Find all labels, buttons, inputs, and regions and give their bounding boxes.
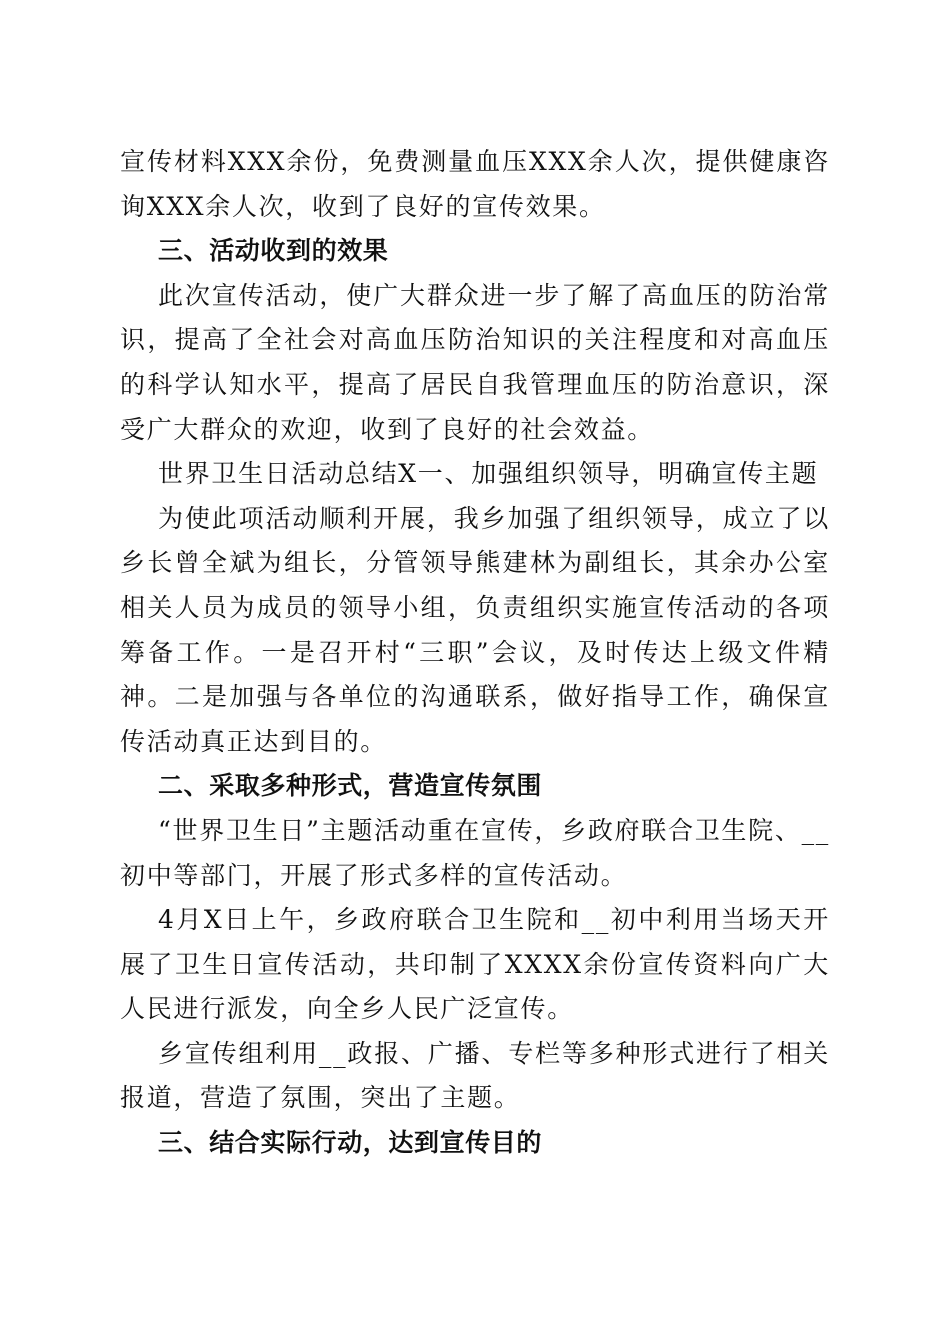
heading-practical-action: 三、结合实际行动，达到宣传目的 bbox=[158, 1128, 543, 1158]
paragraph-promotion-stats: 宣传材料XXX余份，免费测量血压XXX余人次，提供健康咨询XXX余人次，收到了良好的宣传效果。 bbox=[120, 147, 830, 221]
paragraph-media-coverage: 乡宣传组利用__政报、广播、专栏等多种形式进行了相关报道，营造了氛围，突出了主题。 bbox=[120, 1038, 830, 1113]
heading-multiple-forms: 二、采取多种形式，营造宣传氛围 bbox=[158, 771, 543, 801]
paragraph-activity-effects: 此次宣传活动，使广大群众进一步了解了高血压的防治常识，提高了全社会对高血压防治知识的关注程度和对高血压的科学认知水平，提高了居民自我管理血压的防治意识，深受广大群众的欢迎，收到了良好的社会效益。 bbox=[120, 280, 830, 444]
heading-activity-results: 三、活动收到的效果 bbox=[158, 236, 389, 266]
document-body bbox=[120, 140, 830, 1166]
paragraph-organization: 为使此项活动顺利开展，我乡加强了组织领导，成立了以乡长曾全斌为组长，分管领导熊建林为副组长，其余办公室相关人员为成员的领导小组，负责组织实施宣传活动的各项筹备工作。一是召开村“三职”会议，及时传达上级文件精神。二是加强与各单位的沟通联系，做好指导工作，确保宣传活动真正达到目的。 bbox=[120, 503, 830, 756]
paragraph-april-event: 4月X日上午，乡政府联合卫生院和__初中利用当场天开展了卫生日宣传活动，共印制了XXXX余份宣传资料向广大人民进行派发，向全乡人民广泛宣传。 bbox=[120, 905, 830, 1024]
paragraph-theme-promotion: “世界卫生日”主题活动重在宣传，乡政府联合卫生院、__初中等部门，开展了形式多样的宣传活动。 bbox=[120, 815, 830, 890]
paragraph-summary-title: 世界卫生日活动总结X一、加强组织领导，明确宣传主题 bbox=[158, 459, 819, 489]
